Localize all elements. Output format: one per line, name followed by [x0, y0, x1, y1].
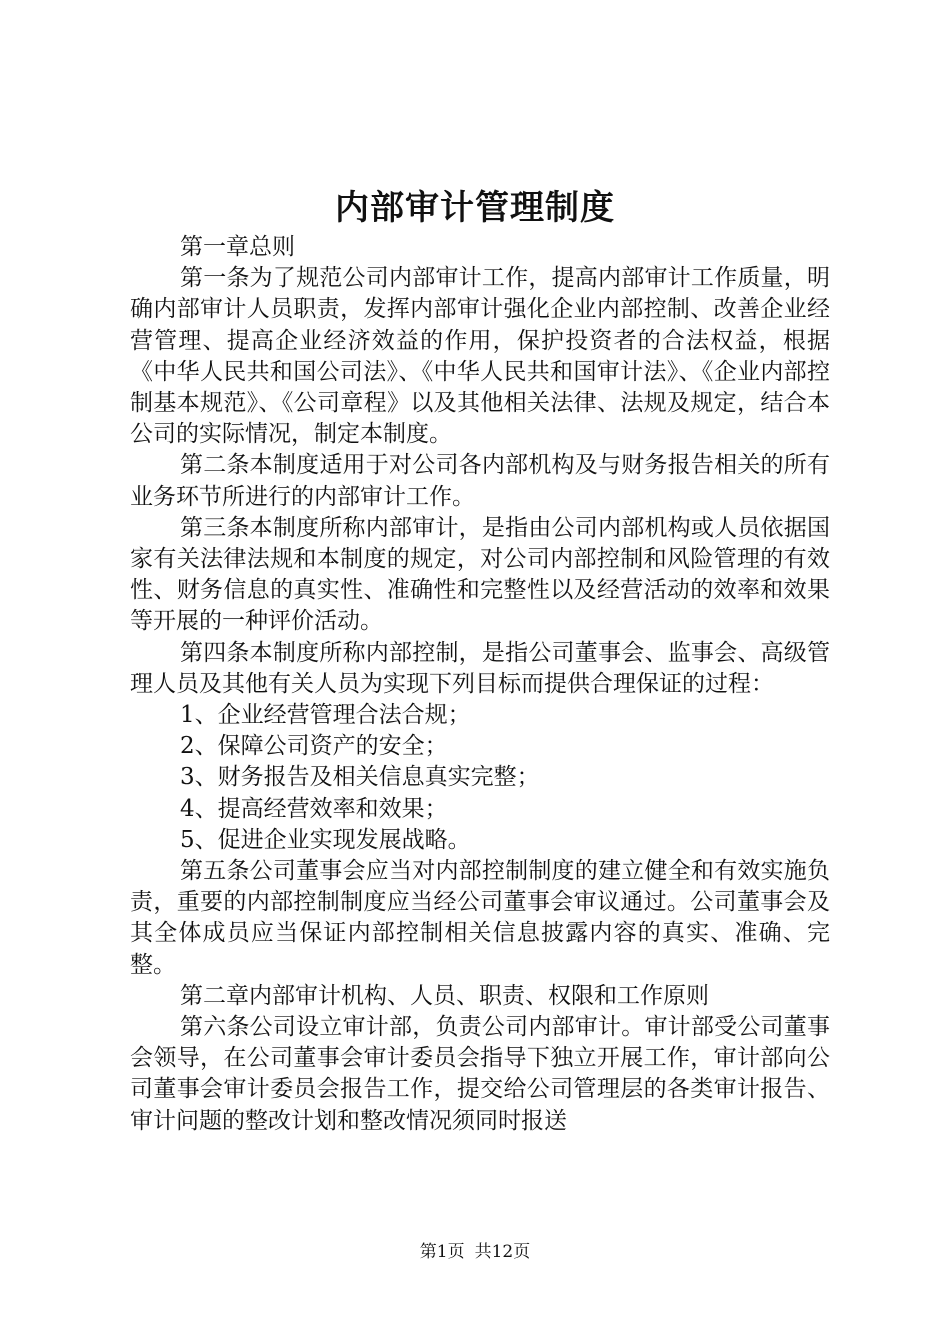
- page-total: 共12页: [474, 1242, 531, 1262]
- list-item: 5、促进企业实现发展战略。: [180, 826, 471, 853]
- article-paragraph: 第六条公司设立审计部，负责公司内部审计。审计部受公司董事会领导，在公司董事会审计委员会指导下独立开展工作，审计部向公司董事会审计委员会报告工作，提交给公司管理层的各类审计报告、审计问题的整改计划和整改情况须同时报送: [130, 1014, 830, 1134]
- document-body: [130, 232, 830, 1137]
- page-footer: [0, 1240, 950, 1264]
- list-item: 2、保障公司资产的安全；: [180, 733, 448, 760]
- page-number: 第1页: [419, 1242, 465, 1262]
- document-title: 内部审计管理制度: [335, 188, 615, 228]
- chapter-heading: 第一章总则: [180, 234, 295, 260]
- list-item: 1、企业经营管理合法合规；: [180, 702, 471, 729]
- article-paragraph: 第二条本制度适用于对公司各内部机构及与财务报告相关的所有业务环节所进行的内部审计工作。: [130, 452, 830, 510]
- list-item: 4、提高经营效率和效果；: [180, 795, 448, 822]
- article-paragraph: 第三条本制度所称内部审计，是指由公司内部机构或人员依据国家有关法律法规和本制度的规定，对公司内部控制和风险管理的有效性、财务信息的真实性、准确性和完整性以及经营活动的效率和效果等开展的一种评价活动。: [130, 514, 830, 635]
- article-paragraph: 第一条为了规范公司内部审计工作，提高内部审计工作质量，明确内部审计人员职责，发挥内部审计强化企业内部控制、改善企业经营管理、提高企业经济效益的作用，保护投资者的合法权益，根据《中华人民共和国公司法》、《中华人民共和国审计法》、《企业内部控制基本规范》、《公司章程》以及其他相关法律、法规及规定，结合本公司的实际情况，制定本制度。: [130, 265, 830, 448]
- article-paragraph: 第四条本制度所称内部控制，是指公司董事会、监事会、高级管理人员及其他有关人员为实现下列目标而提供合理保证的过程：: [130, 639, 830, 697]
- list-item: 3、财务报告及相关信息真实完整；: [180, 764, 540, 791]
- chapter-heading: 第二章内部审计机构、人员、职责、权限和工作原则: [180, 982, 709, 1009]
- article-paragraph: 第五条公司董事会应当对内部控制制度的建立健全和有效实施负责，重要的内部控制制度应当经公司董事会审议通过。公司董事会及其全体成员应当保证内部控制相关信息披露内容的真实、准确、完整。: [130, 858, 830, 978]
